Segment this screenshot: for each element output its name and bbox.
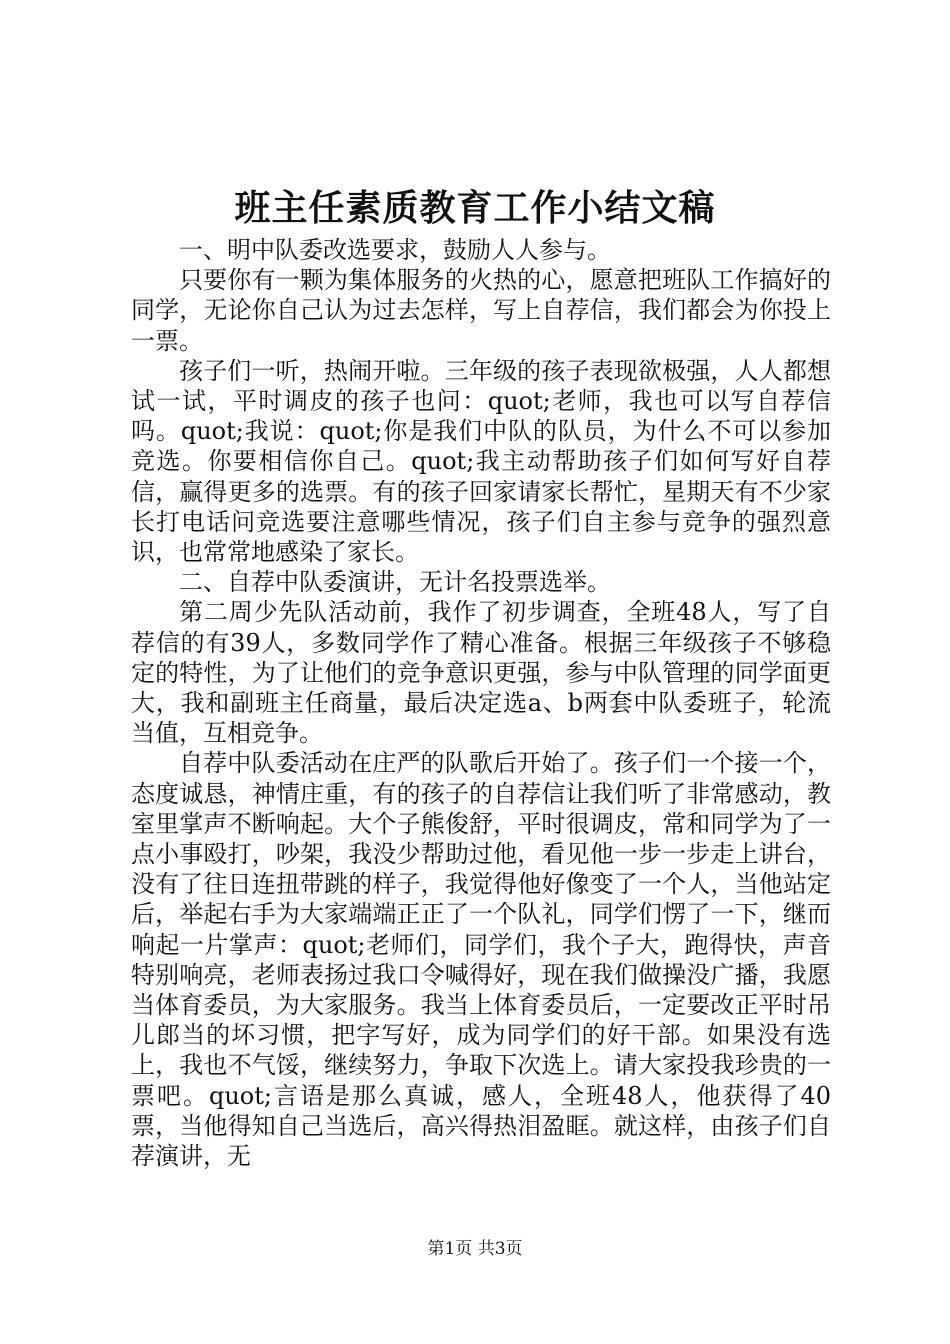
paragraph: 第二周少先队活动前，我作了初步调查，全班48人，写了自荐信的有39人，多数同学作了精心准备。根据三年级孩子不够稳定的特性，为了让他们的竞争意识更强，参与中队管理的同学面更大，我和副班主任商量，最后决定选a、b两套中队委班子，轮流当值，互相竞争。: [131, 598, 831, 748]
paragraph: 只要你有一颗为集体服务的火热的心，愿意把班队工作搞好的同学，无论你自己认为过去怎样，写上自荐信，我们都会为你投上一票。: [131, 266, 831, 355]
document-title: 班主任素质教育工作小结文稿: [234, 187, 716, 229]
page-footer: 第1页 共3页: [427, 1239, 523, 1259]
paragraph: 自荐中队委活动在庄严的队歌后开始了。孩子们一个接一个，态度诚恳，神情庄重，有的孩子的自荐信让我们听了非常感动，教室里掌声不断响起。大个子熊俊舒，平时很调皮，常和同学为了一点小事殴打，吵架，我没少帮助过他，看见他一步一步走上讲台，没有了往日连扭带跳的样子，我觉得他好像变了一个人，当他站定后，举起右手为大家端端正正了一个队礼，同学们愣了一下，继而响起一片掌声：quot;老师们，同学们，我个子大，跑得快，声音特别响亮，老师表扬过我口令喊得好，现在我们做操没广播，我愿当体育委员，为大家服务。我当上体育委员后，一定要改正平时吊儿郎当的坏习惯，把字写好，成为同学们的好干部。如果没有选上，我也不气馁，继续努力，争取下次选上。请大家投我珍贵的一票吧。quot;言语是那么真诚，感人，全班48人，他获得了40票，当他得知自己当选后，高兴得热泪盈眶。就这样，由孩子们自荐演讲，无: [131, 749, 831, 1171]
document-body: [131, 235, 831, 1171]
paragraph: 孩子们一听，热闹开啦。三年级的孩子表现欲极强，人人都想试一试，平时调皮的孩子也问：quot;老师，我也可以写自荐信吗。quot;我说：quot;你是我们中队的队员，为什么不可以参加竞选。你要相信你自己。quot;我主动帮助孩子们如何写好自荐信，赢得更多的选票。有的孩子回家请家长帮忙，星期天有不少家长打电话问竞选要注意哪些情况，孩子们自主参与竞争的强烈意识，也常常地感染了家长。: [131, 356, 831, 567]
paragraph-section-heading-2: 二、自荐中队委演讲，无计名投票选举。: [179, 568, 611, 597]
paragraph-section-heading-1: 一、明中队委改选要求，鼓励人人参与。: [179, 236, 611, 264]
